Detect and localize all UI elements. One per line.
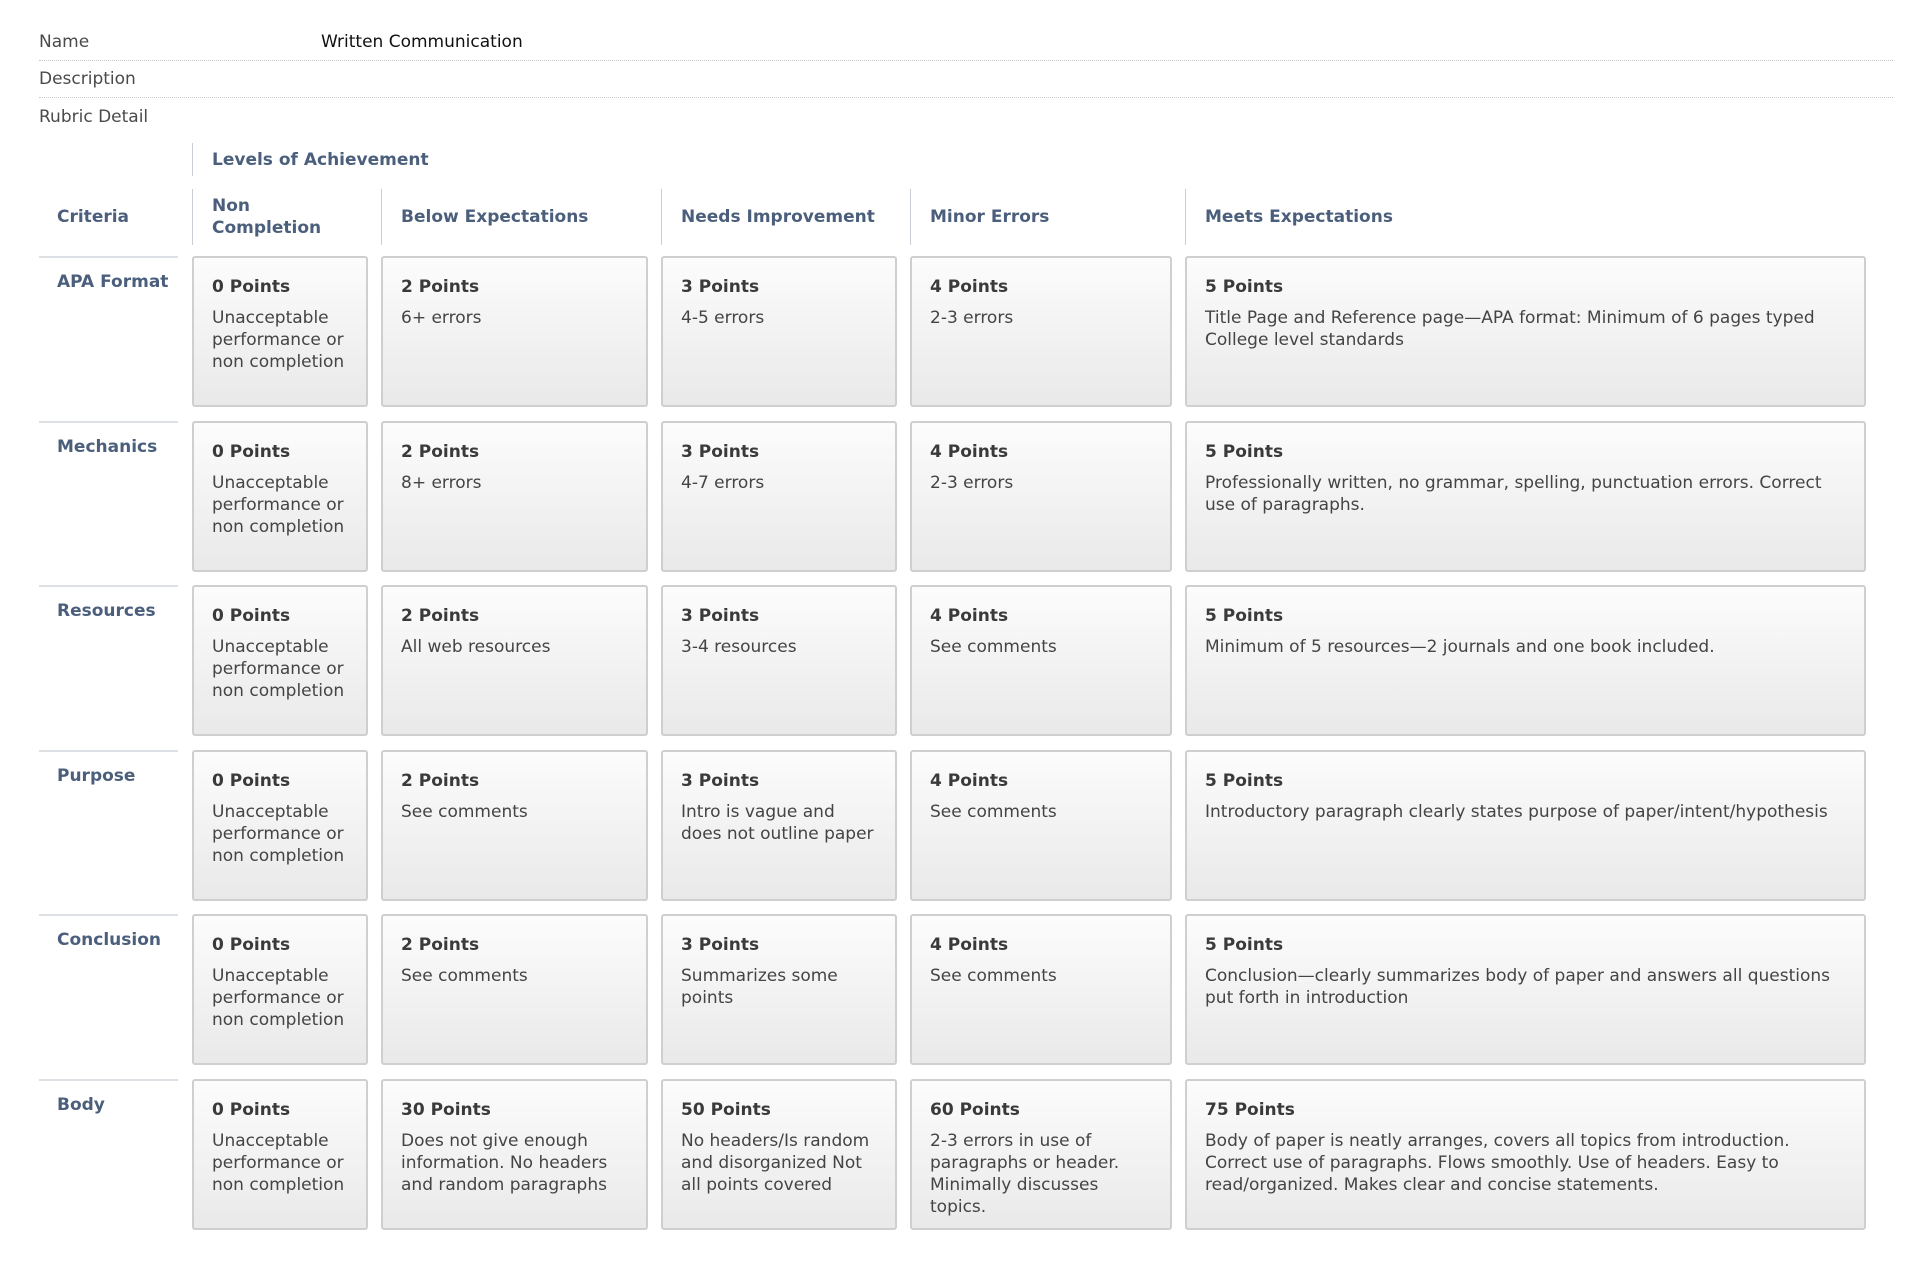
cell-description: See comments: [401, 802, 528, 822]
cell-description: All web resources: [401, 637, 551, 657]
rubric-cell[interactable]: [910, 1079, 1172, 1230]
name-label: Name: [39, 32, 90, 52]
rubric-cell[interactable]: [1185, 421, 1866, 572]
cell-description: Unacceptable performance or non completion: [212, 473, 345, 537]
rubric-cell[interactable]: [381, 256, 648, 407]
criterion-mechanics: Mechanics: [57, 437, 158, 457]
rubric-cell[interactable]: [661, 256, 897, 407]
cell-points: 5 Points: [1205, 935, 1284, 955]
cell-points: 3 Points: [681, 442, 760, 462]
cell-points: 2 Points: [401, 771, 480, 791]
cell-description: See comments: [401, 966, 528, 986]
cell-points: 5 Points: [1205, 277, 1284, 297]
cell-points: 0 Points: [212, 442, 291, 462]
criteria-header: Criteria: [57, 207, 130, 227]
rubric-cell[interactable]: [192, 421, 368, 572]
cell-description: Title Page and Reference page—APA format: Minimum of 6 pages typed College level standards: [1205, 308, 1815, 350]
description-row: [39, 61, 1893, 98]
level-header-minor-errors: Minor Errors: [910, 189, 1170, 245]
cell-description: Intro is vague and does not outline paper: [681, 802, 874, 844]
rubric-cell[interactable]: [1185, 585, 1866, 736]
level-header-needs-improvement: Needs Improvement: [661, 189, 891, 245]
rubric-cell[interactable]: [1185, 750, 1866, 901]
rubric-cell[interactable]: [1185, 914, 1866, 1065]
cell-description: 4-7 errors: [681, 473, 765, 493]
rubric-cell[interactable]: [1185, 1079, 1866, 1230]
cell-description: Introductory paragraph clearly states purpose of paper/intent/hypothesis: [1205, 802, 1828, 822]
cell-points: 5 Points: [1205, 771, 1284, 791]
cell-description: Unacceptable performance or non completion: [212, 966, 345, 1030]
criterion-resources: Resources: [57, 601, 156, 621]
rubric-cell[interactable]: [192, 256, 368, 407]
cell-description: 8+ errors: [401, 473, 482, 493]
cell-description: Unacceptable performance or non completion: [212, 802, 345, 866]
rubric-cell[interactable]: [661, 1079, 897, 1230]
rubric-cell[interactable]: [910, 585, 1172, 736]
rubric-cell[interactable]: [192, 914, 368, 1065]
cell-points: 2 Points: [401, 606, 480, 626]
cell-points: 4 Points: [930, 277, 1009, 297]
cell-description: Unacceptable performance or non completion: [212, 637, 345, 701]
cell-description: Conclusion—clearly summarizes body of paper and answers all questions put forth in introduction: [1205, 966, 1830, 1008]
cell-points: 2 Points: [401, 277, 480, 297]
rubric-cell[interactable]: [381, 750, 648, 901]
cell-points: 4 Points: [930, 606, 1009, 626]
cell-points: 5 Points: [1205, 606, 1284, 626]
rubric-cell[interactable]: [910, 914, 1172, 1065]
criterion-apa-format: APA Format: [57, 272, 169, 292]
rubric-cell[interactable]: [910, 421, 1172, 572]
cell-description: Body of paper is neatly arranges, covers all topics from introduction. Correct use of paragraphs. Flows smoothly. Use of headers. Easy to read/organized. Makes clear and concise statements.: [1205, 1131, 1790, 1195]
cell-description: 4-5 errors: [681, 308, 765, 328]
row-divider: [39, 421, 178, 423]
rubric-cell[interactable]: [192, 585, 368, 736]
rubric-cell[interactable]: [192, 750, 368, 901]
cell-points: 3 Points: [681, 606, 760, 626]
levels-of-achievement-header: Levels of Achievement: [192, 143, 429, 176]
name-row: [39, 24, 1893, 61]
rubric-cell[interactable]: [192, 1079, 368, 1230]
row-divider: [39, 585, 178, 587]
cell-description: 6+ errors: [401, 308, 482, 328]
cell-points: 50 Points: [681, 1100, 771, 1120]
rubric-cell[interactable]: [381, 914, 648, 1065]
cell-points: 60 Points: [930, 1100, 1020, 1120]
cell-description: See comments: [930, 802, 1057, 822]
cell-description: 2-3 errors: [930, 308, 1014, 328]
cell-description: Unacceptable performance or non completion: [212, 308, 345, 372]
rubric-cell[interactable]: [661, 914, 897, 1065]
cell-description: Unacceptable performance or non completion: [212, 1131, 345, 1195]
rubric-cell[interactable]: [910, 256, 1172, 407]
description-label: Description: [39, 69, 136, 89]
criterion-purpose: Purpose: [57, 766, 136, 786]
rubric-cell[interactable]: [1185, 256, 1866, 407]
rubric-cell[interactable]: [661, 750, 897, 901]
cell-points: 75 Points: [1205, 1100, 1295, 1120]
cell-points: 4 Points: [930, 442, 1009, 462]
rubric-name-value: Written Communication: [321, 32, 523, 52]
cell-description: 2-3 errors in use of paragraphs or header. Minimally discusses topics.: [930, 1131, 1120, 1217]
rubric-detail-label: Rubric Detail: [39, 107, 149, 127]
cell-points: 2 Points: [401, 935, 480, 955]
cell-points: 0 Points: [212, 1100, 291, 1120]
rubric-cell[interactable]: [661, 585, 897, 736]
cell-description: Does not give enough information. No headers and random paragraphs: [401, 1131, 608, 1195]
cell-description: 2-3 errors: [930, 473, 1014, 493]
rubric-cell[interactable]: [910, 750, 1172, 901]
cell-points: 30 Points: [401, 1100, 491, 1120]
cell-description: Minimum of 5 resources—2 journals and one book included.: [1205, 637, 1715, 657]
rubric-cell[interactable]: [381, 1079, 648, 1230]
cell-description: See comments: [930, 637, 1057, 657]
cell-points: 5 Points: [1205, 442, 1284, 462]
cell-points: 0 Points: [212, 935, 291, 955]
criterion-conclusion: Conclusion: [57, 930, 161, 950]
cell-description: See comments: [930, 966, 1057, 986]
level-header-meets-expectations: Meets Expectations: [1185, 189, 1685, 245]
cell-points: 0 Points: [212, 771, 291, 791]
rubric-detail-row: [39, 99, 1893, 135]
row-divider: [39, 1079, 178, 1081]
cell-points: 3 Points: [681, 935, 760, 955]
cell-points: 3 Points: [681, 277, 760, 297]
cell-description: 3-4 resources: [681, 637, 797, 657]
row-divider: [39, 914, 178, 916]
cell-description: No headers/Is random and disorganized Not all points covered: [681, 1131, 870, 1195]
cell-points: 3 Points: [681, 771, 760, 791]
rubric-cell[interactable]: [381, 421, 648, 572]
cell-points: 2 Points: [401, 442, 480, 462]
rubric-cell[interactable]: [661, 421, 897, 572]
criterion-body: Body: [57, 1095, 105, 1115]
cell-description: Summarizes some points: [681, 966, 838, 1008]
cell-points: 4 Points: [930, 935, 1009, 955]
cell-points: 0 Points: [212, 277, 291, 297]
level-header-below-expectations: Below Expectations: [381, 189, 641, 245]
cell-description: Professionally written, no grammar, spelling, punctuation errors. Correct use of paragraphs.: [1205, 473, 1822, 515]
cell-points: 4 Points: [930, 771, 1009, 791]
rubric-cell[interactable]: [381, 585, 648, 736]
row-divider: [39, 750, 178, 752]
level-header-non-completion: Non Completion: [192, 189, 352, 245]
cell-points: 0 Points: [212, 606, 291, 626]
row-divider: [39, 256, 178, 258]
